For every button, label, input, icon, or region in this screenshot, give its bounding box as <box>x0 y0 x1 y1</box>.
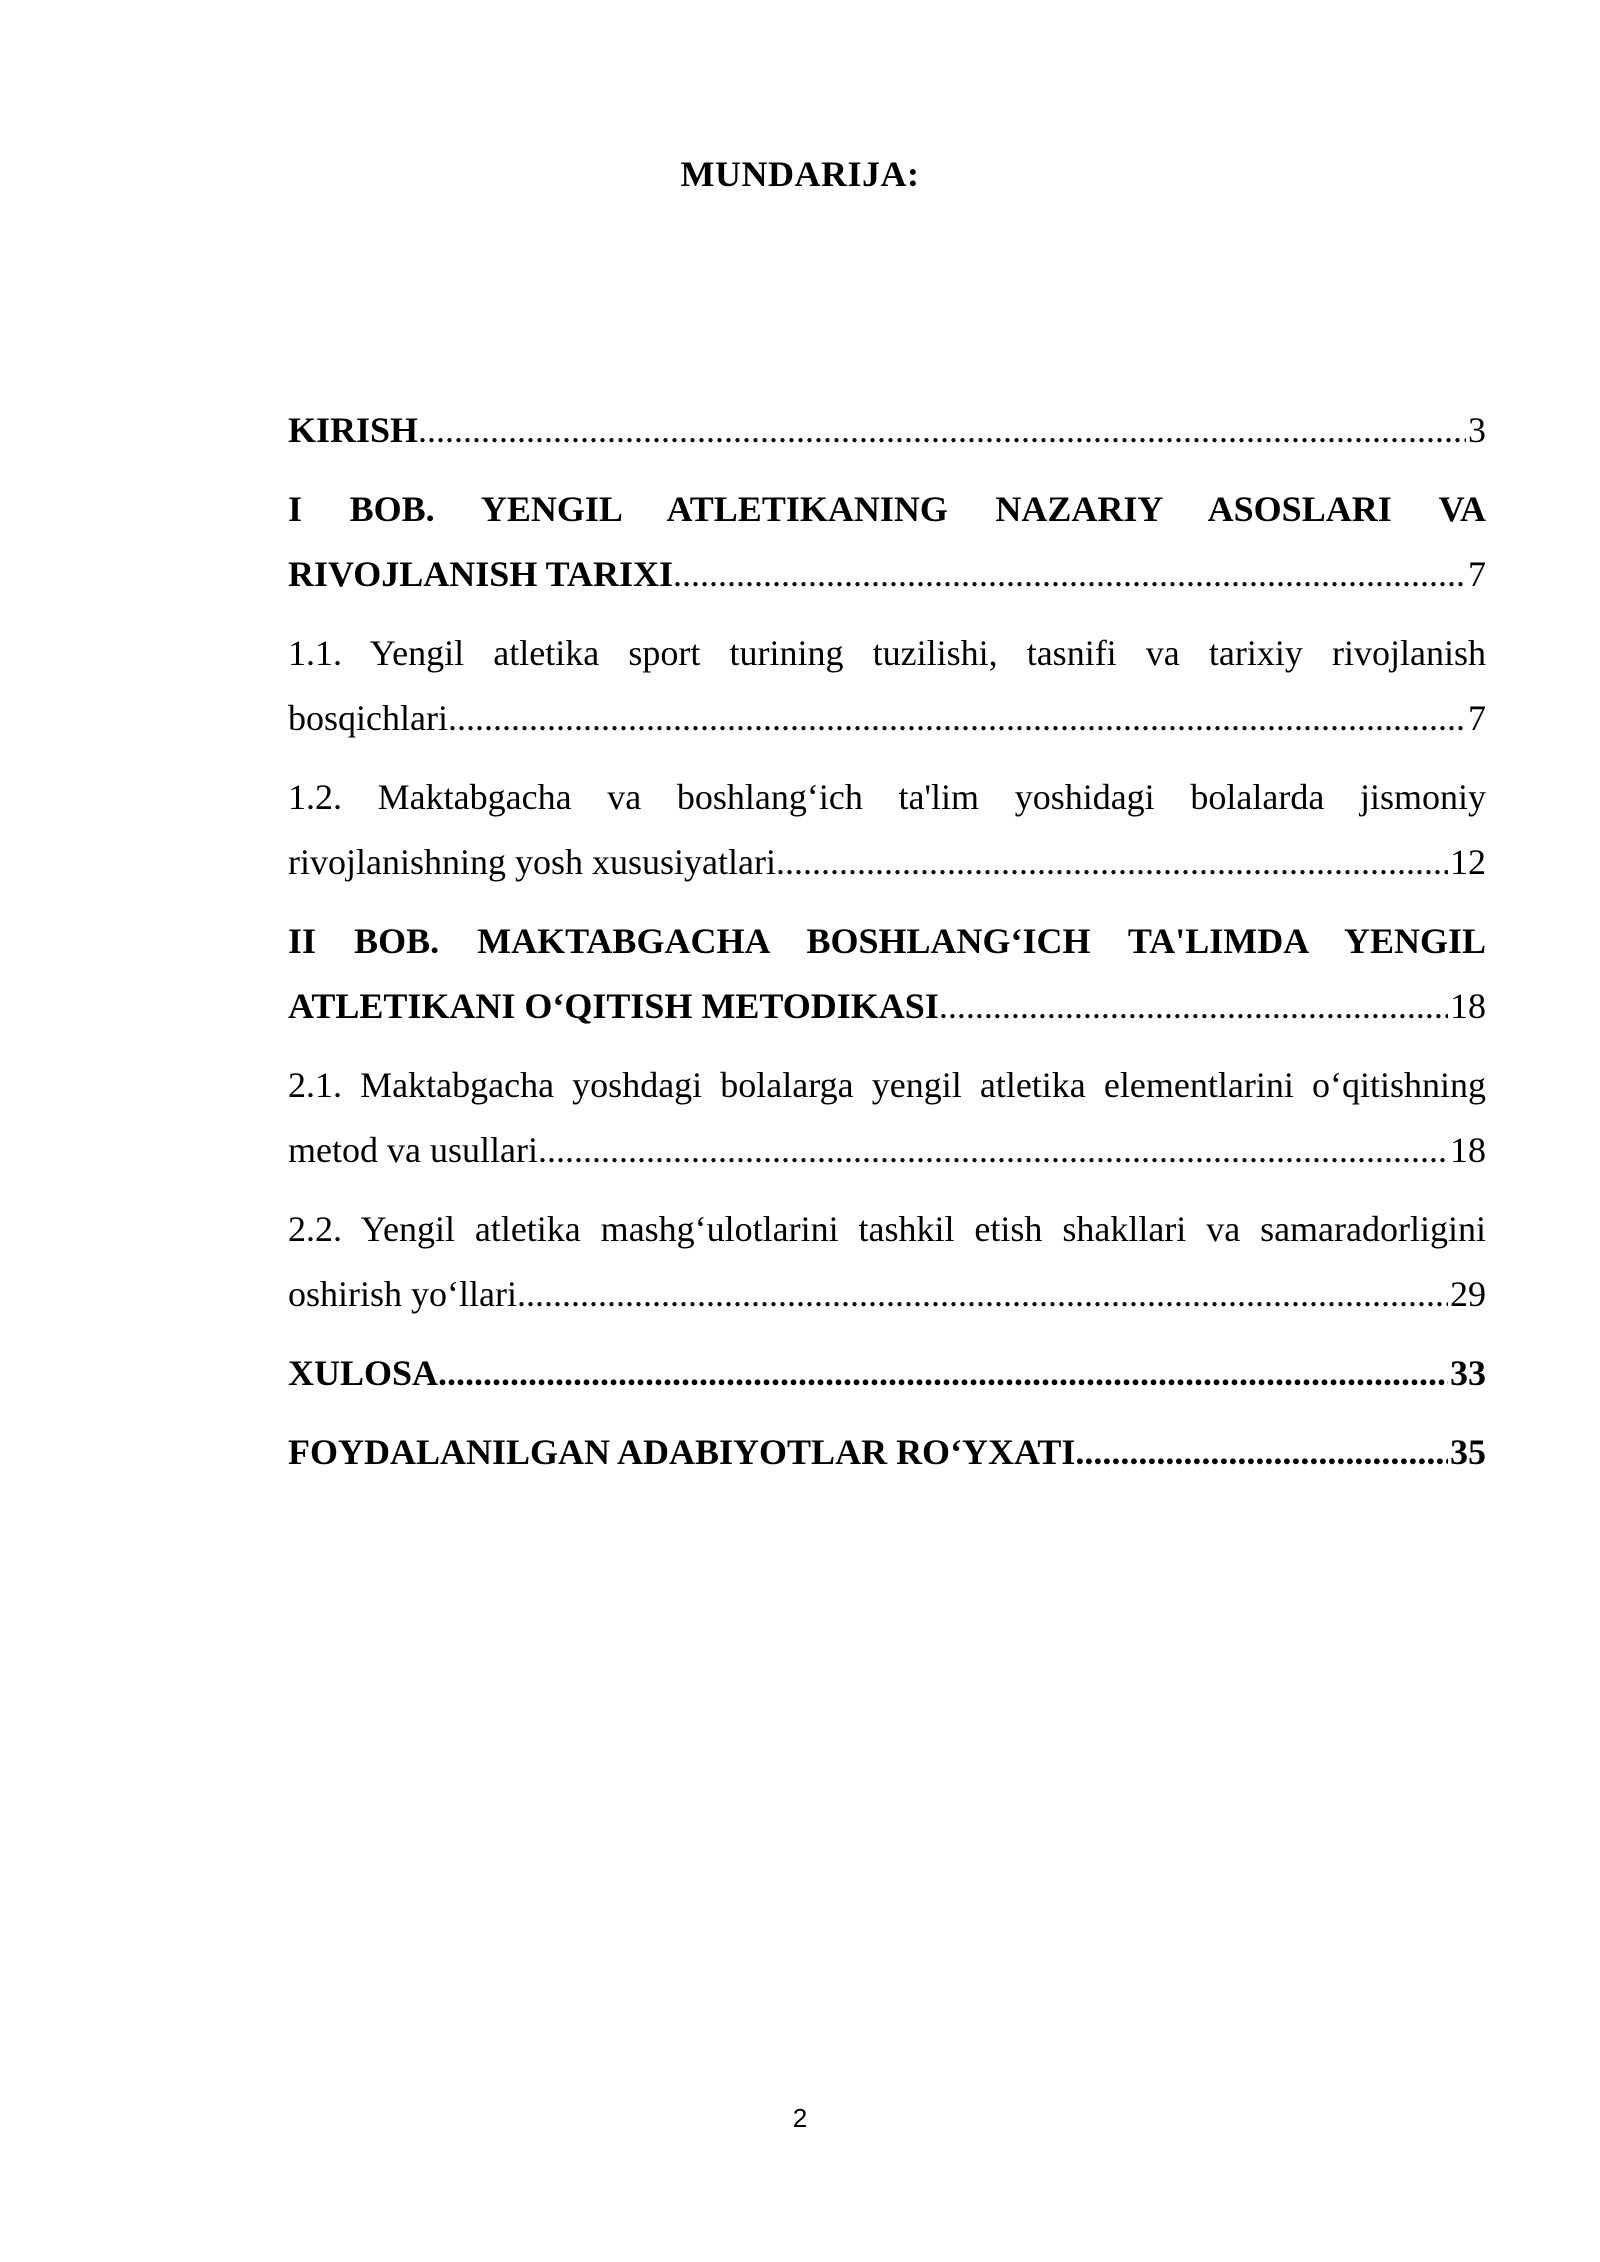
toc-entry-section-2-2[interactable] <box>288 1197 1486 1327</box>
toc-entry-title-line1: 2.2. Yengil atletika mashg‘ulotlarini tashkil etish shakllari va samaradorligini <box>288 1209 1486 1249</box>
toc-page-number: 29 <box>1450 1274 1486 1314</box>
toc-page-number: 7 <box>1468 554 1486 594</box>
toc-entry-chapter-1[interactable] <box>288 477 1486 607</box>
toc-leader-dots <box>418 398 1466 463</box>
page-title: MUNDARIJA: <box>680 154 920 194</box>
toc-entry-title: XULOSA <box>288 1353 439 1393</box>
toc-leader-dots <box>673 542 1466 607</box>
toc-entry-kirish[interactable] <box>288 398 1486 463</box>
toc-entry-title: KIRISH <box>288 410 419 450</box>
page-number: 2 <box>792 2103 808 2133</box>
toc-page-number: 12 <box>1450 842 1486 882</box>
toc-page-number: 3 <box>1468 410 1486 450</box>
toc-leader-dots <box>776 830 1448 895</box>
toc-entry-title-line2: oshirish yo‘llari <box>288 1274 517 1314</box>
toc-entry-title-line2: ATLETIKANI O‘QITISH METODIKASI <box>288 986 939 1026</box>
toc-leader-dots <box>1075 1420 1448 1485</box>
toc-leader-dots <box>517 1262 1448 1327</box>
toc-entry-xulosa[interactable] <box>288 1341 1486 1406</box>
toc-entry-title-line2: metod va usullari <box>288 1130 538 1170</box>
toc-entry-section-1-1[interactable] <box>288 621 1486 751</box>
toc-leader-dots <box>939 974 1448 1039</box>
toc-page-number: 7 <box>1468 698 1486 738</box>
toc-entry-title-line1: 1.1. Yengil atletika sport turining tuzilishi, tasnifi va tarixiy rivojlanish <box>288 633 1486 673</box>
toc-entry-title-line2: bosqichlari <box>288 698 448 738</box>
toc-entry-section-2-1[interactable] <box>288 1053 1486 1183</box>
toc-leader-dots <box>538 1118 1448 1183</box>
toc-entry-title-line2: RIVOJLANISH TARIXI <box>288 554 674 594</box>
toc-entry-title-line1: II BOB. MAKTABGACHA BOSHLANG‘ICH TA'LIMDA YENGIL <box>288 921 1486 961</box>
toc-leader-dots <box>448 686 1466 751</box>
toc-page-number: 18 <box>1450 1130 1486 1170</box>
toc-entry-adabiyotlar[interactable] <box>288 1420 1486 1485</box>
table-of-contents <box>288 398 1486 1499</box>
toc-page-number: 35 <box>1450 1432 1486 1472</box>
toc-entry-chapter-2[interactable] <box>288 909 1486 1039</box>
toc-entry-section-1-2[interactable] <box>288 765 1486 895</box>
toc-page-number: 18 <box>1450 986 1486 1026</box>
toc-entry-title-line1: 1.2. Maktabgacha va boshlang‘ich ta'lim yoshidagi bolalarda jismoniy <box>288 777 1486 817</box>
toc-page-number: 33 <box>1450 1353 1486 1393</box>
toc-entry-title-line1: I BOB. YENGIL ATLETIKANING NAZARIY ASOSLARI VA <box>288 489 1486 529</box>
toc-entry-title: FOYDALANILGAN ADABIYOTLAR RO‘YXATI <box>288 1432 1076 1472</box>
toc-entry-title-line1: 2.1. Maktabgacha yoshdagi bolalarga yengil atletika elementlarini o‘qitishning <box>288 1065 1486 1105</box>
toc-entry-title-line2: rivojlanishning yosh xususiyatlari <box>288 842 776 882</box>
toc-leader-dots <box>438 1341 1448 1406</box>
